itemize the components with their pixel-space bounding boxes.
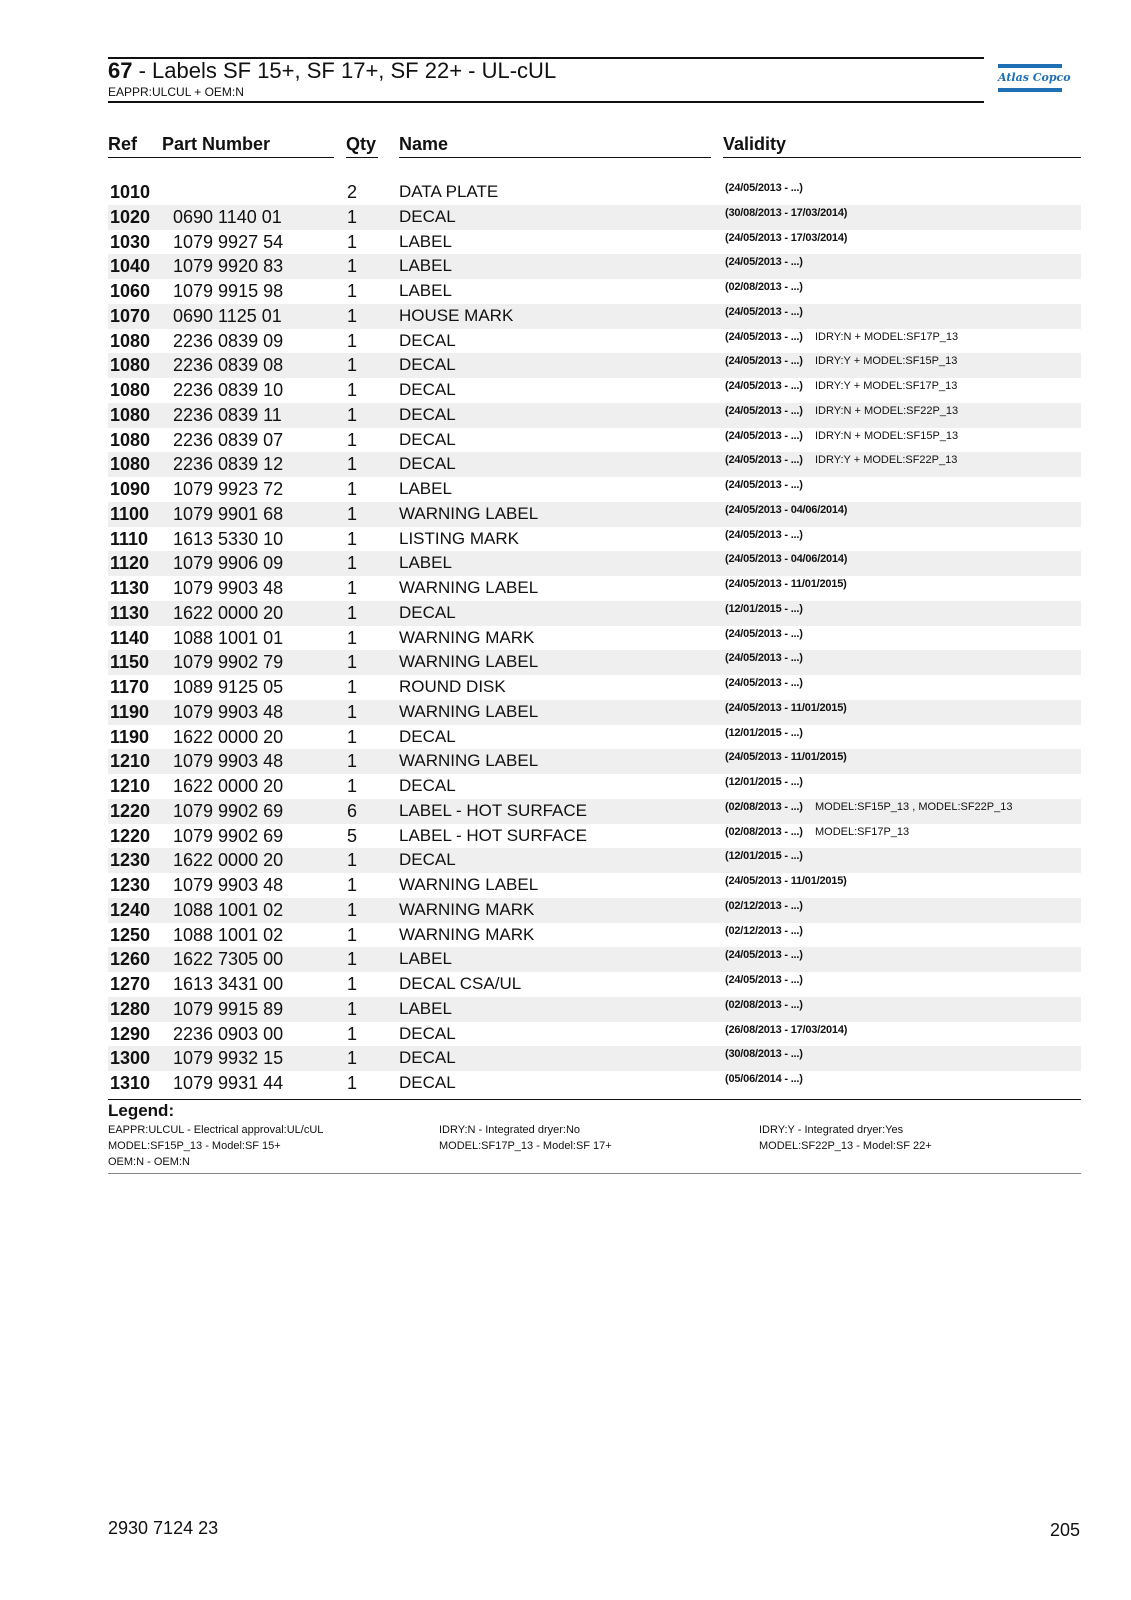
qty-cell: 1 [347,305,358,326]
table-row [108,551,1081,576]
table-row [108,873,1081,898]
validity-cell: (12/01/2015 - ...) [725,602,803,615]
ref-cell: 1080 [110,330,151,351]
validity-cell: (24/05/2013 - ...) [725,256,803,269]
qty-cell: 1 [347,974,358,994]
part-number-cell: 1079 9903 48 [173,578,284,598]
table-row [108,1071,1081,1096]
validity-cell: (30/08/2013 - ...) [725,1048,803,1061]
validity-cell: (24/05/2013 - ...) [725,429,803,442]
table-row [108,650,1081,675]
part-number-cell: 1079 9906 09 [173,553,284,574]
name-cell: LABEL [399,998,452,1018]
qty-cell: 2 [347,182,358,202]
part-number-cell: 2236 0839 07 [173,429,284,450]
validity-cell: (24/05/2013 - 17/03/2014) [725,231,848,244]
validity-cell: (24/05/2013 - ...) [725,652,803,665]
name-cell: LABEL [399,553,452,573]
ref-cell: 1250 [110,924,151,945]
validity-cell: (12/01/2015 - ...) [725,726,803,739]
qty-cell: 1 [347,330,358,351]
qty-cell: 1 [347,751,358,772]
qty-cell: 1 [347,850,358,871]
ref-cell: 1080 [110,454,151,475]
table-row [108,477,1081,502]
table-row [108,502,1081,527]
part-number-cell: 1079 9915 98 [173,281,284,301]
part-number-cell: 1088 1001 02 [173,899,284,920]
name-cell: DECAL [399,1048,456,1068]
name-cell: DECAL [399,1073,456,1092]
legend-item: OEM:N - OEM:N [108,1156,190,1168]
name-cell: DECAL [399,454,456,474]
part-number-cell: 1079 9923 72 [173,479,284,499]
part-number-cell: 1613 3431 00 [173,974,284,994]
ref-cell: 1080 [110,380,151,400]
name-cell: DECAL [399,429,456,449]
part-number-cell: 1088 1001 02 [173,924,284,945]
page-subtitle: EAPPR:ULCUL + OEM:N [108,85,244,99]
part-number-cell: 1089 9125 05 [173,677,284,697]
qty-cell: 1 [347,578,358,598]
ref-cell: 1220 [110,800,151,821]
name-cell: DECAL [399,602,456,622]
validity-cell: (24/05/2013 - 04/06/2014) [725,553,848,566]
validity-cell: (02/08/2013 - ...) [725,825,803,838]
table-row [108,1022,1081,1047]
column-rule-ref-part [108,157,334,158]
validity-cell: (24/05/2013 - 11/01/2015) [725,701,847,714]
condition-cell: IDRY:N + MODEL:SF22P_13 [815,404,959,417]
name-cell: LABEL [399,231,452,251]
validity-cell: (24/05/2013 - 04/06/2014) [725,503,848,516]
legend-item: MODEL:SF22P_13 - Model:SF 22+ [759,1140,932,1152]
name-cell: LABEL - HOT SURFACE [399,800,587,820]
validity-cell: (26/08/2013 - 17/03/2014) [725,1023,848,1036]
qty-cell: 6 [347,800,358,821]
page-number: 205 [1050,1520,1081,1540]
document-number: 2930 7124 23 [108,1518,219,1538]
ref-cell: 1300 [110,1048,151,1069]
part-number-cell: 1079 9903 48 [173,875,284,895]
qty-cell: 1 [347,924,358,945]
qty-cell: 1 [347,652,358,673]
qty-cell: 1 [347,528,358,549]
part-number-cell: 2236 0839 08 [173,355,284,376]
table-row [108,1046,1081,1071]
ref-cell: 1040 [110,256,151,277]
validity-cell: (24/05/2013 - ...) [725,404,803,417]
qty-cell: 1 [347,726,358,747]
validity-cell: (24/05/2013 - ...) [725,479,803,491]
part-number-cell: 1079 9927 54 [173,231,284,252]
validity-cell: (24/05/2013 - ...) [725,182,803,194]
name-cell: WARNING LABEL [399,751,539,771]
table-row [108,749,1081,774]
qty-cell: 1 [347,479,358,499]
validity-cell: (02/08/2013 - ...) [725,998,803,1011]
ref-cell: 1080 [110,404,151,425]
ref-cell: 1220 [110,825,151,846]
ref-cell: 1240 [110,899,151,920]
column-header-name: Name [399,134,449,154]
ref-cell: 1060 [110,281,151,301]
qty-cell: 1 [347,776,358,796]
condition-cell: IDRY:Y + MODEL:SF22P_13 [815,454,958,467]
part-number-cell: 0690 1125 01 [173,305,282,326]
name-cell: DECAL [399,404,456,424]
qty-cell: 1 [347,454,358,475]
name-cell: DECAL [399,206,456,226]
qty-cell: 1 [347,206,358,227]
name-cell: WARNING LABEL [399,875,539,894]
validity-cell: (05/06/2014 - ...) [725,1073,803,1085]
condition-cell: IDRY:N + MODEL:SF17P_13 [815,330,959,343]
table-row [108,601,1081,626]
column-header-part-number: Part Number [162,134,271,154]
table-row [108,254,1081,279]
validity-cell: (02/08/2013 - ...) [725,281,803,293]
validity-cell: (24/05/2013 - ...) [725,949,803,962]
name-cell: ROUND DISK [399,677,506,696]
part-number-cell: 1079 9902 69 [173,825,284,846]
header-rule-bottom [108,101,984,103]
qty-cell: 1 [347,256,358,277]
name-cell: DATA PLATE [399,182,499,201]
condition-cell: IDRY:Y + MODEL:SF15P_13 [815,355,958,368]
validity-cell: (24/05/2013 - 11/01/2015) [725,578,847,590]
ref-cell: 1230 [110,850,151,871]
ref-cell: 1110 [110,528,149,549]
ref-cell: 1280 [110,998,151,1019]
ref-cell: 1130 [110,578,150,598]
validity-cell: (24/05/2013 - ...) [725,380,803,392]
part-number-cell: 1613 5330 10 [173,528,284,549]
column-header-validity: Validity [723,134,787,154]
validity-cell: (12/01/2015 - ...) [725,850,803,863]
table-row [108,675,1081,700]
ref-cell: 1210 [110,751,151,772]
table-row [108,180,1081,205]
legend-title: Legend: [108,1101,175,1120]
ref-cell: 1140 [110,627,150,648]
table-row [108,452,1081,477]
name-cell: DECAL [399,1023,456,1043]
ref-cell: 1070 [110,305,151,326]
name-cell: LABEL [399,479,452,498]
column-header-ref: Ref [108,134,138,154]
ref-cell: 1190 [110,726,150,747]
part-number-cell: 1622 0000 20 [173,850,284,871]
name-cell: WARNING MARK [399,924,535,944]
name-cell: WARNING MARK [399,899,535,919]
part-number-cell: 2236 0839 10 [173,380,284,400]
ref-cell: 1080 [110,355,151,376]
part-number-cell: 2236 0903 00 [173,1023,284,1044]
ref-cell: 1310 [110,1073,151,1093]
table-row [108,279,1081,304]
qty-cell: 1 [347,627,358,648]
logo-bar-bottom [998,88,1062,92]
part-number-cell: 2236 0839 12 [173,454,284,475]
validity-cell: (30/08/2013 - 17/03/2014) [725,206,848,219]
part-number-cell: 1622 0000 20 [173,776,284,796]
part-number-cell: 1079 9915 89 [173,998,284,1019]
part-number-cell: 1079 9903 48 [173,751,284,772]
qty-cell: 1 [347,1023,358,1044]
validity-cell: (24/05/2013 - ...) [725,330,803,343]
atlas-copco-logo [998,64,1071,94]
name-cell: DECAL [399,330,456,350]
validity-cell: (24/05/2013 - 11/01/2015) [725,751,847,764]
table-row [108,576,1081,601]
table-row [108,626,1081,651]
name-cell: DECAL CSA/UL [399,974,522,993]
ref-cell: 1290 [110,1023,151,1044]
validity-cell: (24/05/2013 - ...) [725,677,803,689]
qty-cell: 1 [347,949,358,970]
validity-cell: (24/05/2013 - ...) [725,974,803,986]
ref-cell: 1010 [110,182,151,202]
page-title [108,58,556,84]
qty-cell: 1 [347,998,358,1019]
qty-cell: 1 [347,355,358,376]
table-row [108,700,1081,725]
ref-cell: 1030 [110,231,151,252]
name-cell: WARNING LABEL [399,652,539,672]
table-row [108,205,1081,230]
part-number-cell: 1079 9902 79 [173,652,284,673]
name-cell: LABEL [399,256,452,276]
qty-cell: 1 [347,503,358,524]
table-row [108,799,1081,824]
ref-cell: 1150 [110,652,150,673]
table-row [108,972,1081,997]
condition-cell: MODEL:SF17P_13 [815,825,910,838]
table-row [108,997,1081,1022]
legend-item: MODEL:SF15P_13 - Model:SF 15+ [108,1140,281,1152]
parts-table [108,180,1081,1096]
qty-cell: 5 [347,825,358,846]
part-number-cell: 2236 0839 11 [173,404,282,425]
name-cell: DECAL [399,355,456,375]
part-number-cell: 1079 9901 68 [173,503,284,524]
validity-cell: (24/05/2013 - ...) [725,528,803,541]
table-row [108,230,1081,255]
column-rule-name [399,157,711,158]
table-row [108,725,1081,750]
section-number: 67 [108,58,133,83]
name-cell: LABEL - HOT SURFACE [399,825,587,845]
name-cell: DECAL [399,380,456,399]
validity-cell: (24/05/2013 - ...) [725,305,803,318]
ref-cell: 1230 [110,875,151,895]
condition-cell: IDRY:Y + MODEL:SF17P_13 [815,380,958,392]
legend-item: IDRY:N - Integrated dryer:No [439,1124,581,1136]
validity-cell: (24/05/2013 - ...) [725,454,803,467]
condition-cell: IDRY:N + MODEL:SF15P_13 [815,429,959,442]
part-number-cell: 1079 9932 15 [173,1048,284,1069]
legend-item: IDRY:Y - Integrated dryer:Yes [759,1124,904,1136]
qty-cell: 1 [347,380,358,400]
table-row [108,824,1081,849]
qty-cell: 1 [347,1073,358,1093]
part-number-cell: 1079 9902 69 [173,800,284,821]
qty-cell: 1 [347,875,358,895]
ref-cell: 1190 [110,701,150,722]
ref-cell: 1210 [110,776,151,796]
qty-cell: 1 [347,231,358,252]
qty-cell: 1 [347,677,358,697]
qty-cell: 1 [347,281,358,301]
condition-cell: MODEL:SF15P_13 , MODEL:SF22P_13 [815,800,1013,813]
part-number-cell: 1622 0000 20 [173,726,284,747]
part-number-cell: 2236 0839 09 [173,330,284,351]
name-cell: WARNING LABEL [399,503,539,523]
name-cell: HOUSE MARK [399,305,514,325]
validity-cell: (12/01/2015 - ...) [725,776,803,788]
ref-cell: 1020 [110,206,151,227]
logo-bar-top [998,64,1062,68]
ref-cell: 1120 [110,553,150,574]
name-cell: LABEL [399,281,452,300]
column-rule-qty [346,157,378,158]
name-cell: DECAL [399,776,456,795]
name-cell: DECAL [399,850,456,870]
part-number-cell: 1079 9931 44 [173,1073,284,1093]
validity-cell: (02/12/2013 - ...) [725,899,803,912]
validity-cell: (24/05/2013 - ...) [725,355,803,368]
validity-cell: (02/08/2013 - ...) [725,800,803,813]
table-row [108,923,1081,948]
ref-cell: 1090 [110,479,151,499]
table-row [108,527,1081,552]
column-rule-validity [723,157,1081,158]
name-cell: WARNING LABEL [399,578,539,597]
ref-cell: 1170 [110,677,150,697]
qty-cell: 1 [347,602,358,623]
ref-cell: 1130 [110,602,150,623]
table-bottom-rule [108,1099,1081,1100]
column-header-qty: Qty [346,134,377,154]
validity-cell: (02/12/2013 - ...) [725,924,803,937]
part-number-cell: 0690 1140 01 [173,206,282,227]
ref-cell: 1080 [110,429,151,450]
name-cell: DECAL [399,726,456,746]
legend-item: MODEL:SF17P_13 - Model:SF 17+ [439,1140,612,1152]
name-cell: LISTING MARK [399,528,519,548]
part-number-cell: 1622 7305 00 [173,949,284,970]
qty-cell: 1 [347,404,358,425]
qty-cell: 1 [347,429,358,450]
logo-text: Atlas Copco [998,71,1071,84]
part-number-cell: 1088 1001 01 [173,627,284,648]
ref-cell: 1100 [110,503,150,524]
qty-cell: 1 [347,899,358,920]
ref-cell: 1270 [110,974,151,994]
part-number-cell: 1079 9903 48 [173,701,284,722]
name-cell: WARNING MARK [399,627,535,647]
name-cell: WARNING LABEL [399,701,539,721]
legend-item: EAPPR:ULCUL - Electrical approval:UL/cUL [108,1124,324,1136]
part-number-cell: 1622 0000 20 [173,602,284,623]
qty-cell: 1 [347,701,358,722]
table-row [108,947,1081,972]
validity-cell: (24/05/2013 - 11/01/2015) [725,875,847,887]
ref-cell: 1260 [110,949,151,970]
legend-bottom-rule [108,1173,1081,1174]
table-row [108,898,1081,923]
table-row [108,848,1081,873]
validity-cell: (24/05/2013 - ...) [725,627,803,640]
qty-cell: 1 [347,1048,358,1069]
qty-cell: 1 [347,553,358,574]
part-number-cell: 1079 9920 83 [173,256,284,277]
section-title: - Labels SF 15+, SF 17+, SF 22+ - UL-cUL [132,58,557,83]
name-cell: LABEL [399,949,452,969]
